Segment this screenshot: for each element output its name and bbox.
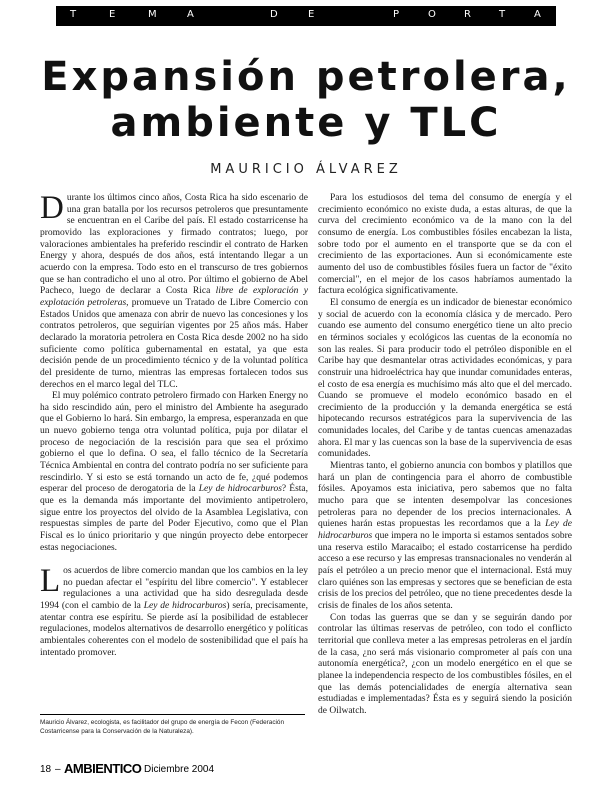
section-letter: A (534, 9, 541, 20)
footnote-divider (40, 714, 305, 715)
paragraph: El muy polémico contrato petrolero firmado con Harken Energy no ha sido rescindido aún, pero el ministro del Ambiente ha asegurado que el Gobierno lo hará. Sin embargo, la empresa, esperanzada en que un nuevo gobierno tenga otra voluntad política, puja por dilatar el proceso de negociación de la rescisión para que sea el próximo gobierno el que lo defina. O sea, el fallo técnico de la Secretaría Técnica Ambiental en contra del contrato podría no ser suficiente para rescindirlo. Y si esto se está tornando un acto de fe, ¿qué podemos esperar del proceso de derogatoria de la Ley de hidrocarburos? Ésta, que es la demanda más importante del movimiento antipetrolero, sigue entre los proyectos del olvido de la Asamblea Legislativa, con respuestas simples de parte del Poder Ejecutivo, como que el Plan Fiscal es lo único prioritario y que ningún proyecto debe entorpecer estas negociaciones. (40, 391, 308, 553)
article-title-line-1: Expansión petrolera, (41, 54, 571, 100)
section-letter: E (308, 9, 315, 20)
section-letter: D (270, 9, 278, 20)
paragraph: El consumo de energía es un indicador de bienestar económico y social de acuerdo con la economía clásica y de mercado. Pero cuando ese aumento del consumo energético tiene un alto precio en términos sociales y ecológicos las cuentas de la economía no son las reales. Si para producir todo el petróleo disponible en el Caribe hay que desmantelar otras actividades económicas, y para construir una hidroeléctrica hay que inundar comunidades enteras, el costo de esa energía es muchísimo más alto que el del mercado. Cuando se promueve el modelo económico basado en el crecimiento de la producción y la demanda energética se está hipotecando recursos estratégicos para la supervivencia de las comunidades locales, del Caribe y de tantas cuencas amenazadas ahora. El mar y las cuencas son la base de la supervivencia de esas comunidades. (318, 297, 572, 460)
paragraph: Durante los últimos cinco años, Costa Rica ha sido escenario de una gran batalla por los recursos petroleros que presuntamente se encuentran en el Caribe del país. El estado costarricense ha promovido las exploraciones y firmado contratos; luego, por valoraciones ambientales ha preferido rescindir el contrato de Harken Energy y ahora, después de dos años, está intentando llegar a un acuerdo con la empresa. Todo esto en el transcurso de tres gobiernos que se han contradicho el uno al otro. Por último el gobierno de Abel Pacheco, luego de declarar a Costa Rica libre de exploración y explotación petroleras, promueve un Tratado de Libre Comercio con Estados Unidos que amenaza con abrir de nuevo las concesiones y los contratos petroleros, que seguirían vigentes por 25 años más. Haber declarado la moratoria petrolera en Costa Rica desde 2002 no ha sido suficiente como política gubernamental en estatal, ya que esta decisión pende de un procedimiento técnico y de la voluntad política del presidente de turno, mientras las empresas fortalecen todos sus derechos en el marco legal del TLC. (40, 190, 308, 390)
footer-dash: – (55, 764, 61, 775)
left-column (40, 190, 309, 659)
article-author: MAURICIO ÁLVAREZ (210, 162, 402, 177)
article-title-line-2: ambiente y TLC (110, 100, 502, 146)
section-letter: A (604, 9, 611, 20)
paragraph-spacer (40, 554, 308, 566)
paragraph: Los acuerdos de libre comercio mandan que los cambios en la ley no puedan afectar el "espíritu del libre comercio". Y establecer regulaciones a una actividad que ha sido desregulada desde 1994 (con el cambio de la Ley de hidrocarburos) sería, precisamente, atentar contra ese espíritu. Se pierde así la posibilidad de establecer regulaciones, modelos alternativos de desarrollo energético y políticas ambientales coherentes con el modelo de sostenibilidad que el país ha intentado promover. (40, 562, 309, 658)
section-letter: R (464, 9, 471, 20)
section-letter: T (70, 9, 77, 20)
section-letter: A (187, 9, 194, 20)
paragraph: Con todas las guerras que se dan y se seguirán dando por controlar las últimas reservas de petróleo, con todo el conflicto territorial que conlleva meter a las empresas petroleras en el jardín de la casa, ¿no será más visionario comprometer al país con una autonomía energética?, ¿con un modelo energético en el que se planee la independencia respecto de los combustibles fósiles, en el que las demás potencialidades de energía alternativa sean estudiadas e implementadas? Ésta es y seguirá siendo la posición de Oilwatch. (318, 612, 572, 716)
section-letter: E (109, 9, 116, 20)
paragraph: Para los estudiosos del tema del consumo de energía y el crecimiento económico no existe duda, a estas alturas, de que la curva del crecimiento económico va de la mano con la del consumo de energía. Los combustibles fósiles encabezan la lista, sobre todo por el aumento en el transporte que se da con el crecimiento de las exportaciones. Aun si económicamente este aumento del uso de combustibles fósiles fuera un factor de "éxito comercial", en el mejor de los casos habríamos aumentado la factura ecológica significativamente. (318, 193, 572, 297)
section-letter: M (148, 9, 157, 20)
issue-date: Diciembre 2004 (144, 764, 215, 775)
drop-cap: L (40, 562, 61, 599)
author-footnote: Mauricio Álvarez, ecologista, es facilitador del grupo de energía de Fecon (Federación Costarricense para la Conservación de la Naturaleza). (40, 719, 285, 735)
right-column (318, 193, 572, 718)
paragraph: Mientras tanto, el gobierno anuncia con bombos y platillos que hará un plan de contingencia para el ahorro de combustible fósiles. Apoyamos esta iniciativa, pero sabemos que no falta mucho para que se intenten desempolvar las concesiones petroleras para no depender de los precios internacionales. A quienes harán estas propuestas les recordamos que a la Ley de hidrocarburos que impera no le importa si estamos sentados sobre una reserva estilo Maracaibo; el estado costarricense ha perdido acceso a ese recurso y las empresas transnacionales no venderán al país el petróleo a un precio menor que el internacional. Está muy claro quiénes son las empresas y sectores que se benefician de esta crisis de los precios del petróleo, que no tiene precedentes desde la crisis de finales de los años setenta. (318, 461, 573, 611)
section-letter: O (428, 9, 436, 20)
drop-cap: D (40, 190, 64, 226)
section-letter: P (393, 9, 400, 20)
section-letter: D (569, 9, 577, 20)
magazine-logo: AMBIENTICO (64, 761, 142, 776)
section-letter: T (499, 9, 506, 20)
section-header-bar (56, 6, 611, 26)
page-number: 18 (40, 764, 52, 775)
